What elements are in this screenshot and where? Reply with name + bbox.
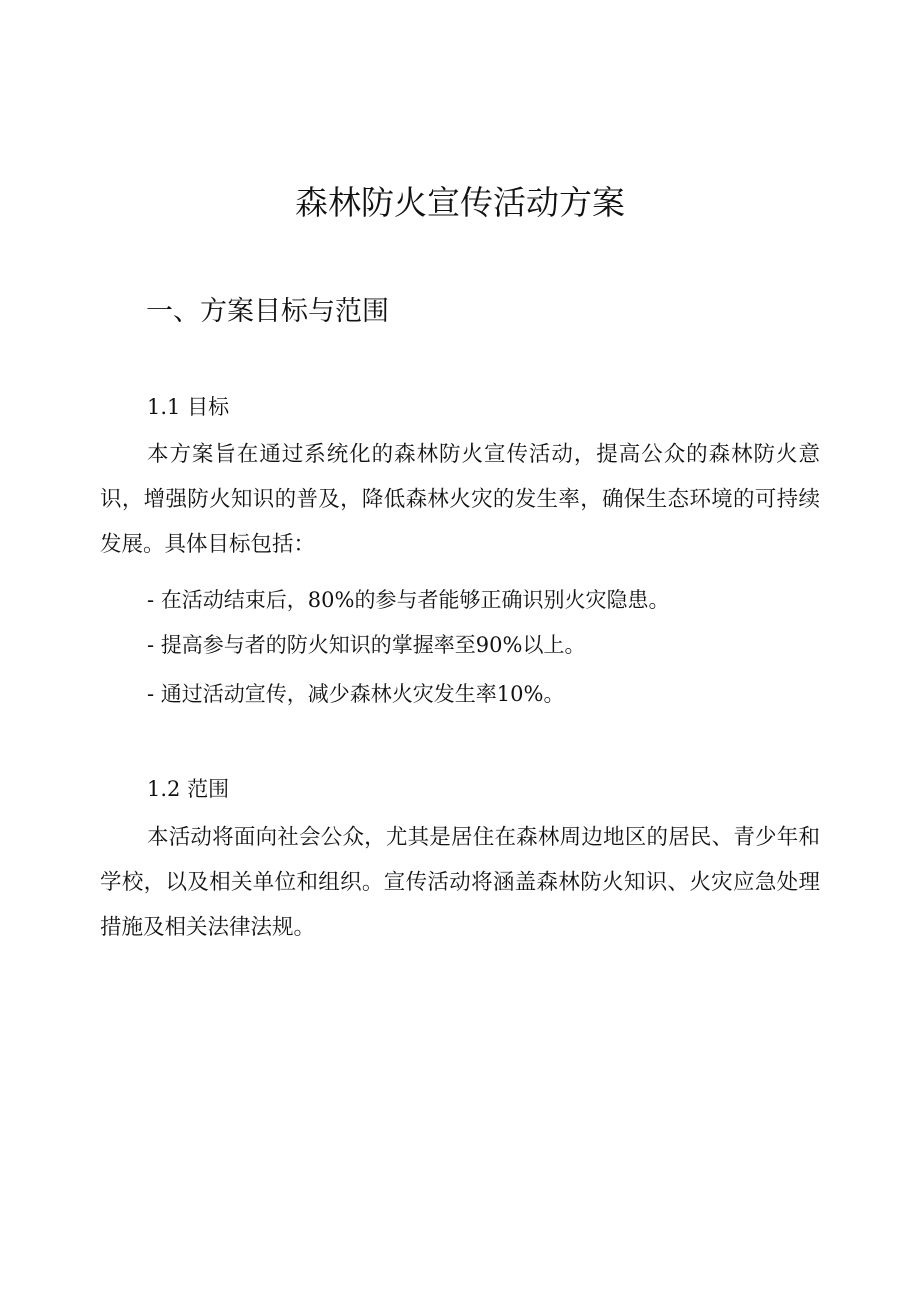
section-heading: 一、方案目标与范围 [146, 296, 389, 327]
goal-paragraph: 本方案旨在通过系统化的森林防火宣传活动，提高公众的森林防火意识，增强防火知识的普及，降低森林火灾的发生率，确保生态环境的可持续发展。具体目标包括： [100, 442, 820, 557]
goal-bullet-2: - 提高参与者的防火知识的掌握率至90%以上。 [147, 633, 586, 657]
goal-bullet-3: - 通过活动宣传，减少森林火灾发生率10%。 [147, 682, 565, 706]
scope-paragraph: 本活动将面向社会公众，尤其是居住在森林周边地区的居民、青少年和学校，以及相关单位和组织。宣传活动将涵盖森林防火知识、火灾应急处理措施及相关法律法规。 [100, 825, 820, 940]
document-title: 森林防火宣传活动方案 [295, 183, 625, 222]
scope-heading: 1.2 范围 [147, 777, 230, 801]
goal-heading: 1.1 目标 [147, 395, 230, 419]
goal-bullet-1: - 在活动结束后，80%的参与者能够正确识别火灾隐患。 [147, 588, 670, 612]
